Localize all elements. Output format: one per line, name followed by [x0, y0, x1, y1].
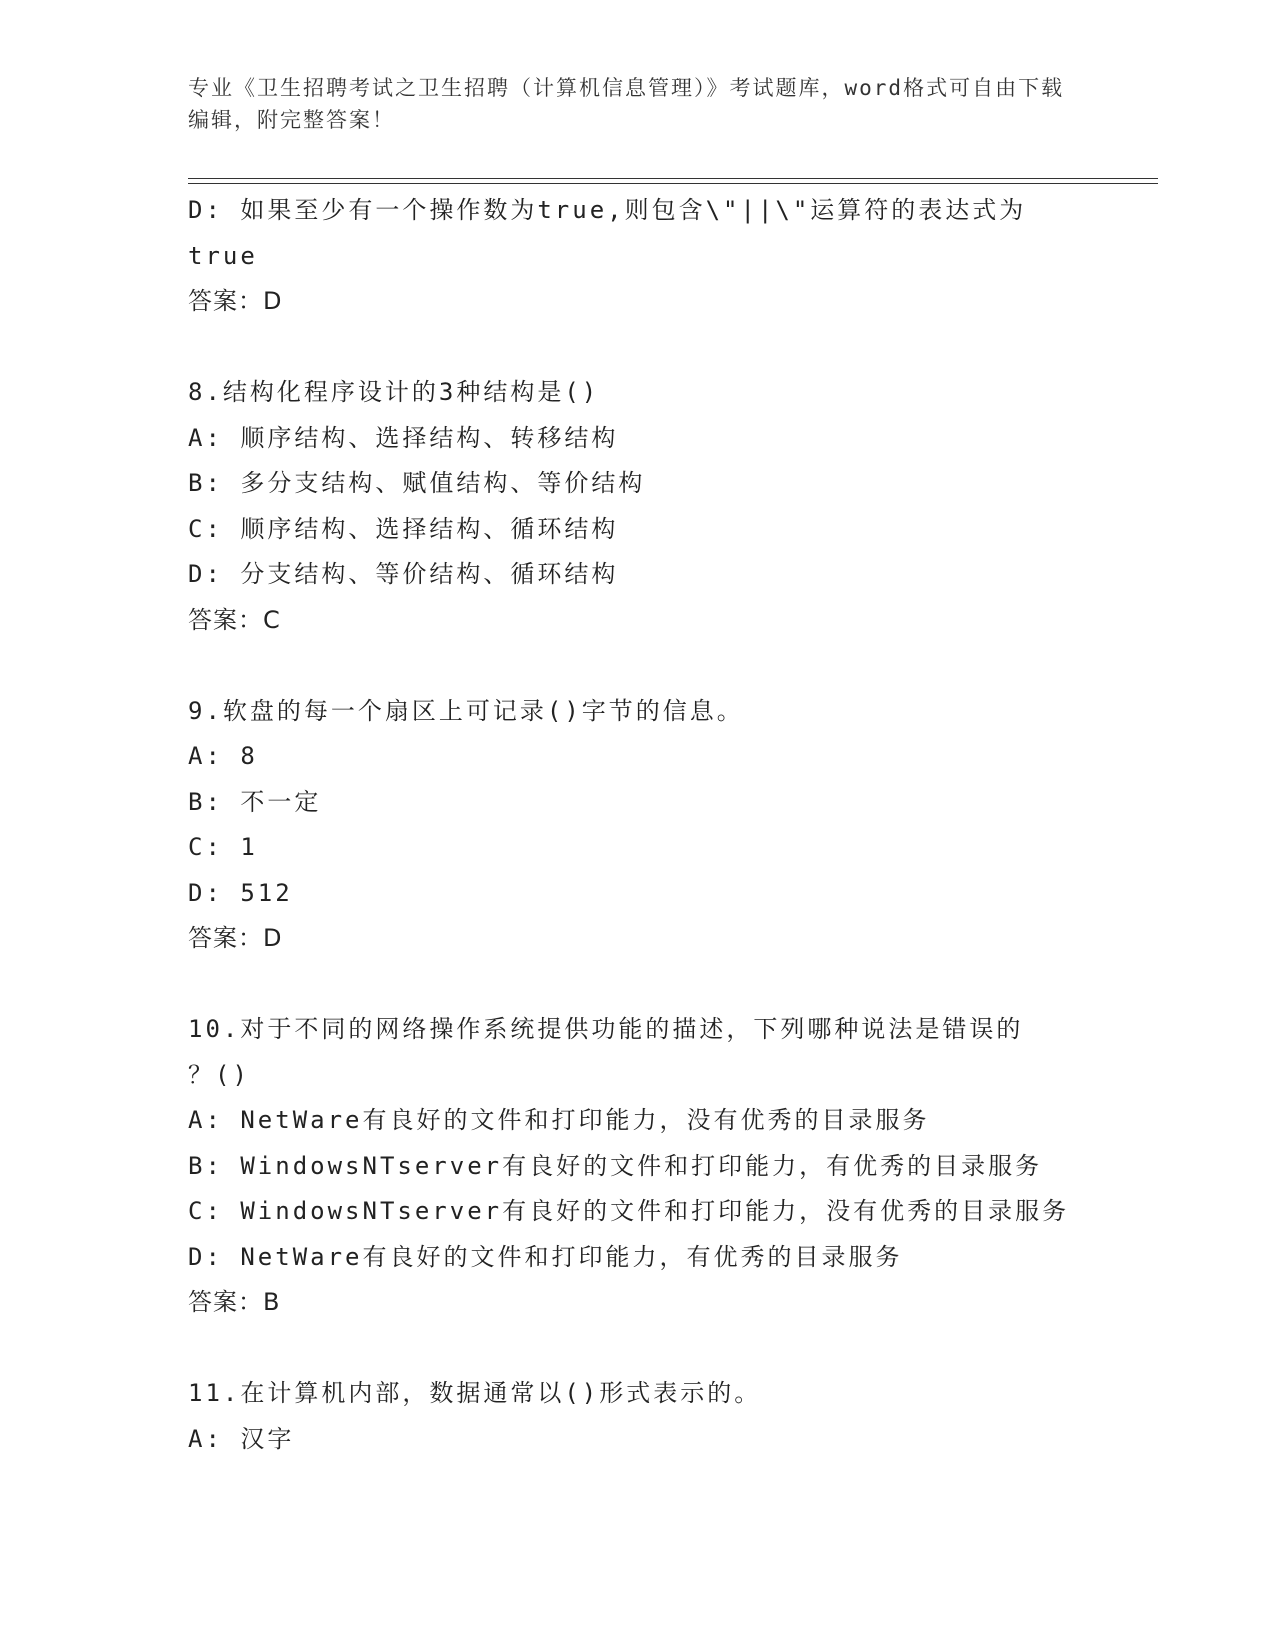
option-a: A: 汉字	[188, 1424, 295, 1453]
option-d: D: 如果至少有一个操作数为true,则包含\"||\"运算符的表达式为	[188, 196, 1027, 224]
spacer	[188, 1326, 1088, 1372]
question-stem-continued: ？()	[188, 1060, 250, 1089]
option-d: D: NetWare有良好的文件和打印能力，有优秀的目录服务	[188, 1242, 903, 1271]
option-d: D: 512	[188, 878, 293, 907]
spacer	[188, 643, 1088, 689]
option-a: A: 顺序结构、选择结构、转移结构	[188, 423, 619, 452]
spacer	[188, 962, 1088, 1008]
question-11	[188, 1371, 1088, 1462]
question-stem: 9.软盘的每一个扇区上可记录()字节的信息。	[188, 696, 744, 725]
question-stem: 10.对于不同的网络操作系统提供功能的描述，下列哪种说法是错误的	[188, 1015, 1024, 1043]
question-8	[188, 370, 1088, 643]
answer-line: 答案：D	[188, 287, 283, 315]
question-10	[188, 1007, 1088, 1326]
question-fragment	[188, 188, 1088, 325]
answer-line: 答案：D	[188, 924, 283, 952]
option-c: C: WindowsNTserver有良好的文件和打印能力，没有优秀的目录服务	[188, 1197, 1070, 1225]
question-9	[188, 689, 1088, 962]
question-stem: 8.结构化程序设计的3种结构是()	[188, 378, 600, 406]
answer-line: 答案：C	[188, 605, 281, 634]
question-stem: 11.在计算机内部，数据通常以()形式表示的。	[188, 1379, 762, 1407]
option-b: B: WindowsNTserver有良好的文件和打印能力，有优秀的目录服务	[188, 1151, 1043, 1180]
header-rule-bottom	[188, 183, 1158, 184]
option-a: A: NetWare有良好的文件和打印能力，没有优秀的目录服务	[188, 1106, 930, 1134]
answer-line: 答案：B	[188, 1288, 281, 1316]
option-b: B: 多分支结构、赋值结构、等价结构	[188, 469, 646, 497]
question-list	[188, 188, 1088, 1462]
header-rule-top	[188, 178, 1158, 179]
spacer	[188, 325, 1088, 371]
option-c: C: 1	[188, 833, 258, 861]
option-b: B: 不一定	[188, 787, 322, 816]
option-d-continued: true	[188, 241, 258, 270]
option-a: A: 8	[188, 742, 258, 770]
option-d: D: 分支结构、等价结构、循环结构	[188, 560, 619, 588]
document-header: 专业《卫生招聘考试之卫生招聘（计算机信息管理）》考试题库，word格式可自由下载编辑，附完整答案！	[188, 76, 1065, 132]
option-c: C: 顺序结构、选择结构、循环结构	[188, 514, 619, 543]
